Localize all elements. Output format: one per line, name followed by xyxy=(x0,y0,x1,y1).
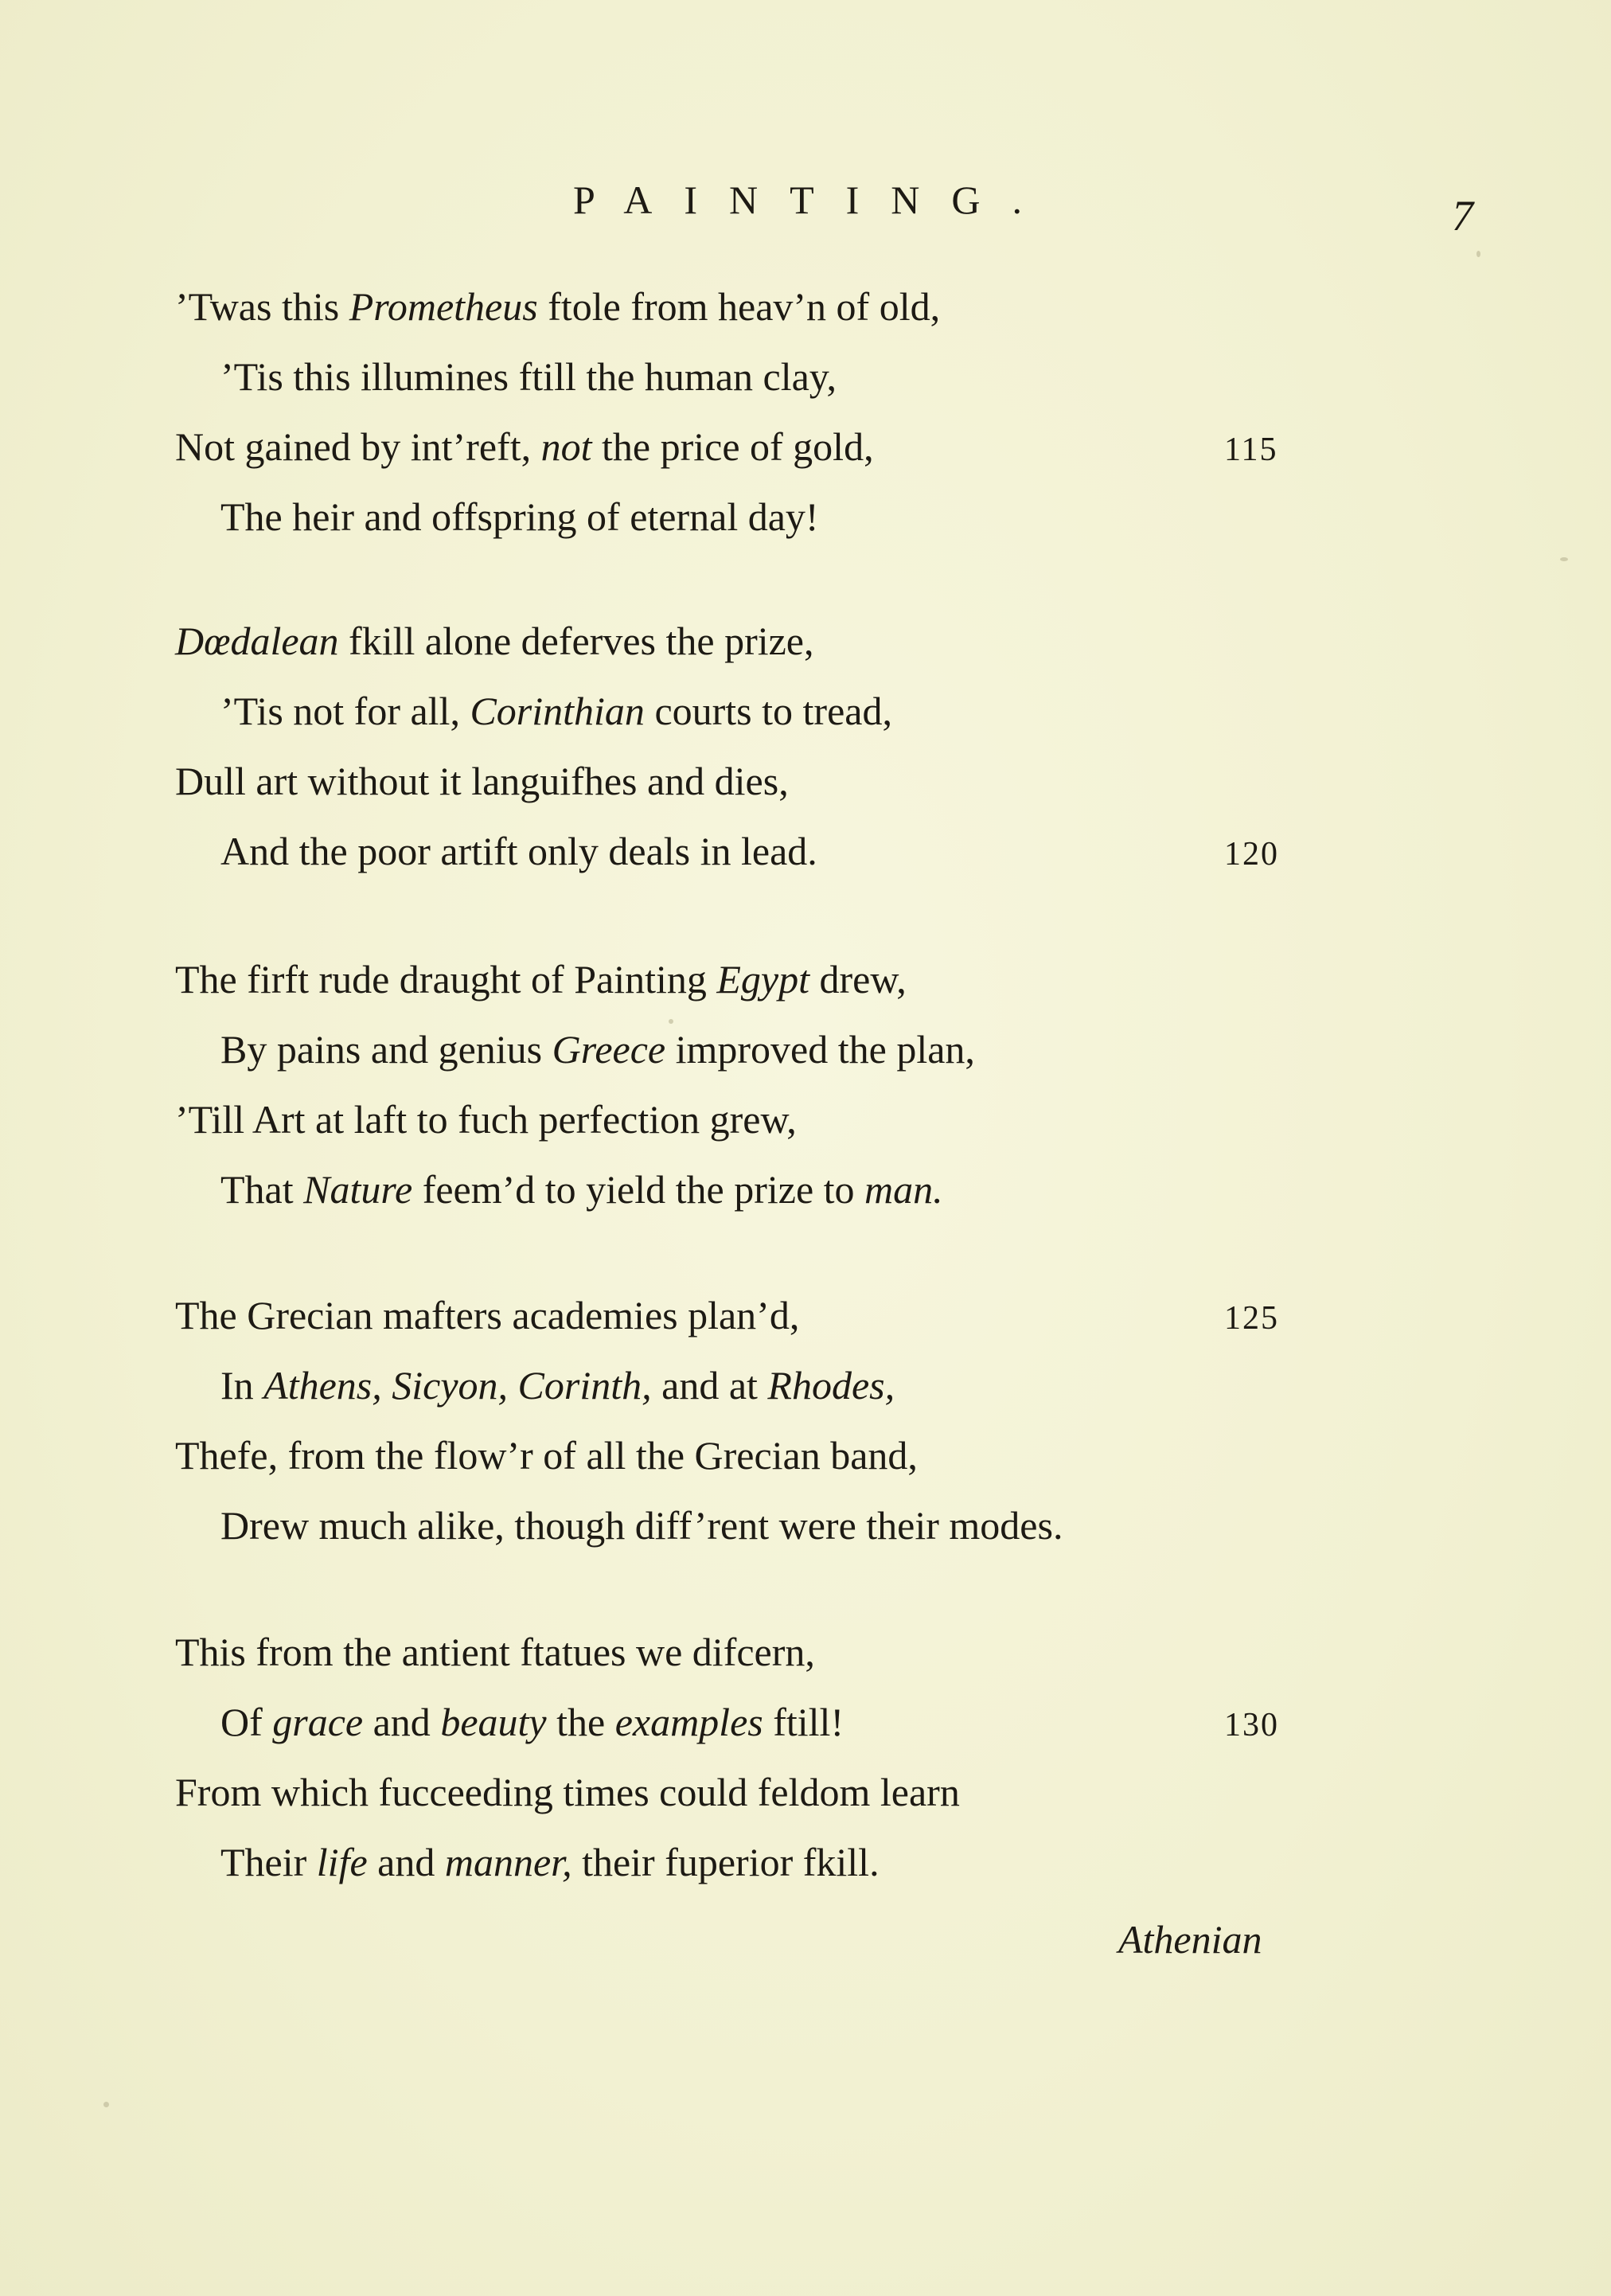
verse-line xyxy=(220,1838,880,1886)
verse-line xyxy=(220,827,817,875)
verse-text: The Grecian mafters academies plan’d, xyxy=(175,1293,800,1337)
italic-text: examples xyxy=(614,1700,763,1744)
verse-text: the price of gold, xyxy=(591,424,874,469)
running-head: PAINTING. xyxy=(573,178,1054,222)
verse-text: And the poor artift only deals in lead. xyxy=(220,829,817,873)
italic-text: Prometheus xyxy=(349,284,538,329)
line-number: 130 xyxy=(1224,1707,1279,1743)
verse-text: Not gained by int’reft, xyxy=(175,424,541,469)
verse-text: In xyxy=(220,1363,264,1408)
verse-text: ftole from heav’n of old, xyxy=(537,284,941,329)
italic-text: man. xyxy=(864,1167,943,1212)
verse-text: ’Tis not for all, xyxy=(220,689,470,733)
verse-line xyxy=(175,423,874,471)
verse-line xyxy=(220,1166,943,1213)
italic-text: not xyxy=(540,424,592,469)
verse-text: From which fucceeding times could feldom learn xyxy=(175,1770,960,1814)
verse-line xyxy=(220,1361,895,1409)
verse-line xyxy=(220,1501,1063,1549)
verse-text: Thefe, from the flow’r of all the Grecian band, xyxy=(175,1433,918,1478)
italic-text: Athens, xyxy=(263,1363,382,1408)
italic-text: Rhodes, xyxy=(767,1363,895,1408)
verse-line xyxy=(175,1291,799,1339)
verse-line xyxy=(175,757,789,805)
italic-text: Egypt xyxy=(716,957,810,1002)
catchword: Athenian xyxy=(1118,1917,1262,1962)
verse-text: Of xyxy=(220,1700,273,1744)
verse-text: By pains and genius xyxy=(220,1027,552,1072)
verse-line xyxy=(220,493,819,541)
italic-text: Nature xyxy=(303,1167,413,1212)
verse-text xyxy=(382,1363,392,1408)
verse-text: the xyxy=(546,1700,615,1744)
line-number: 125 xyxy=(1224,1300,1279,1337)
italic-text: manner, xyxy=(444,1840,572,1884)
line-number: 120 xyxy=(1224,836,1279,873)
verse-text: courts to tread, xyxy=(644,689,892,733)
verse-text: fkill alone deferves the prize, xyxy=(338,619,814,663)
verse-line xyxy=(175,617,814,665)
verse-text: and xyxy=(367,1840,445,1884)
verse-text: ’Till Art at laft to fuch perfection grew, xyxy=(175,1097,797,1142)
verse-line xyxy=(175,1431,918,1479)
verse-text: ’Tis this illumines ftill the human clay, xyxy=(220,354,837,399)
italic-text: Sicyon, xyxy=(392,1363,509,1408)
verse-line xyxy=(175,1095,797,1143)
italic-text: Greece xyxy=(552,1027,666,1072)
verse-text: Dull art without it languifhes and dies, xyxy=(175,759,789,803)
italic-text: life xyxy=(316,1840,368,1884)
italic-text: Corinth, xyxy=(517,1363,652,1408)
italic-text: Corinthian xyxy=(470,689,645,733)
verse-text: The heir and offspring of eternal day! xyxy=(220,494,819,539)
verse-line xyxy=(220,353,837,400)
verse-line xyxy=(220,687,892,735)
verse-text: That xyxy=(220,1167,304,1212)
italic-text: beauty xyxy=(440,1700,547,1744)
verse-text: Drew much alike, though diff’rent were their modes. xyxy=(220,1503,1063,1548)
line-number: 115 xyxy=(1224,431,1278,468)
verse-line xyxy=(175,283,940,330)
verse-text: their fuperior fkill. xyxy=(571,1840,880,1884)
verse-text: ’Twas this xyxy=(175,284,349,329)
verse-line xyxy=(175,1768,960,1816)
verse-text: and xyxy=(363,1700,441,1744)
verse-text: and at xyxy=(651,1363,768,1408)
italic-text: grace xyxy=(272,1700,364,1744)
verse-line xyxy=(220,1025,975,1073)
paper-speck xyxy=(1560,557,1568,561)
paper-speck xyxy=(103,2102,109,2107)
paper-speck xyxy=(669,1019,673,1024)
page-number: 7 xyxy=(1452,192,1473,240)
verse-text: Their xyxy=(220,1840,317,1884)
verse-text: ftill! xyxy=(763,1700,845,1744)
italic-text: Dœdalean xyxy=(175,619,339,663)
verse-text: The firft rude draught of Painting xyxy=(175,957,717,1002)
verse-text: improved the plan, xyxy=(665,1027,975,1072)
verse-text: feem’d to yield the prize to xyxy=(412,1167,865,1212)
verse-text: This from the antient ftatues we difcern, xyxy=(175,1630,815,1674)
verse-text xyxy=(508,1363,518,1408)
verse-line xyxy=(220,1698,844,1746)
paper-speck xyxy=(1476,251,1480,257)
verse-line xyxy=(175,1628,815,1676)
verse-line xyxy=(175,955,907,1003)
verse-text: drew, xyxy=(809,957,907,1002)
